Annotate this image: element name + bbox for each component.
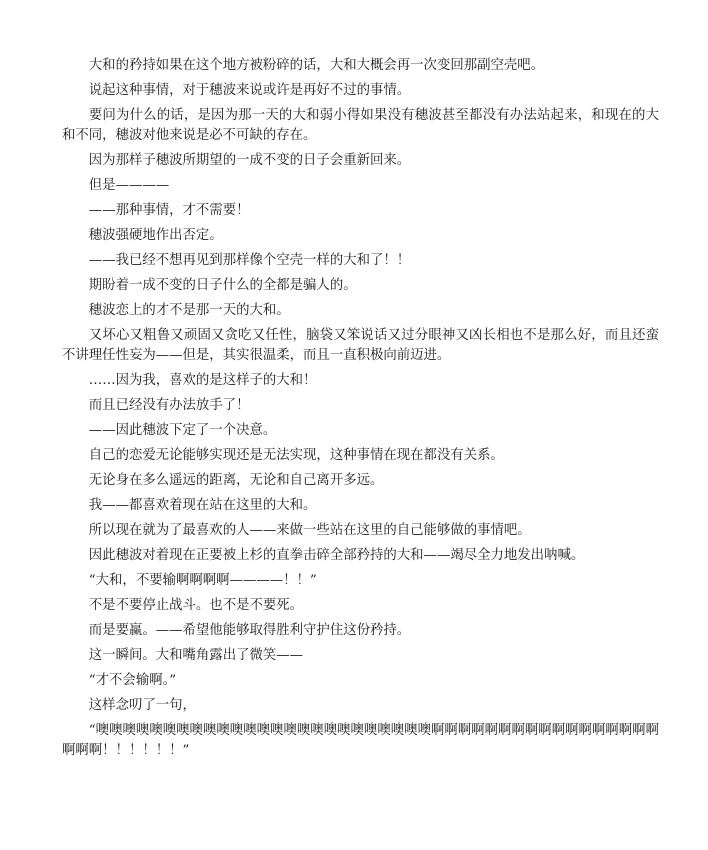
paragraph: “噢噢噢噢噢噢噢噢噢噢噢噢噢噢噢噢噢噢噢噢噢噢噢噢噢啊啊啊啊啊啊啊啊啊啊啊啊啊啊啊啊啊啊啊啊！！！！！！”: [62, 723, 659, 758]
document-body: [62, 56, 659, 766]
paragraph: 所以现在就为了最喜欢的人——来做一些站在这里的自己能够做的事情吧。: [88, 523, 531, 538]
paragraph: “大和，不要输啊啊啊啊————！！”: [88, 573, 317, 588]
paragraph: 而是要赢。——希望他能够取得胜利守护住这份矜持。: [88, 623, 411, 638]
paragraph: “才不会输啊。”: [88, 673, 177, 688]
paragraph: 但是————: [88, 178, 170, 193]
paragraph: 这样念叨了一句，: [88, 698, 196, 713]
paragraph: 又坏心又粗鲁又顽固又贪吃又任性，脑袋又笨说话又过分眼神又凶长相也不是那么好，而且还蛮不讲理任性妄为——但是，其实很温柔，而且一直积极向前迈进。: [62, 328, 659, 363]
paragraph: 自己的恋爱无论能够实现还是无法实现，这种事情在现在都没有关系。: [88, 448, 504, 463]
paragraph: 无论身在多么遥远的距离，无论和自己离开多远。: [88, 473, 384, 488]
paragraph: 这一瞬间。大和嘴角露出了微笑——: [88, 648, 304, 663]
paragraph: 不是不要停止战斗。也不是不要死。: [88, 598, 304, 613]
paragraph: 因为那样子穗波所期望的一成不变的日子会重新回来。: [88, 153, 411, 168]
paragraph: 期盼着一成不变的日子什么的全都是骗人的。: [88, 278, 357, 293]
paragraph: 穗波强硬地作出否定。: [88, 228, 223, 243]
paragraph: 大和的矜持如果在这个地方被粉碎的话，大和大概会再一次变回那副空壳吧。: [88, 58, 545, 73]
paragraph: 说起这种事情，对于穗波来说或许是再好不过的事情。: [88, 83, 411, 98]
paragraph: ——因此穗波下定了一个决意。: [88, 423, 277, 438]
paragraph: 穗波恋上的才不是那一天的大和。: [88, 303, 290, 318]
paragraph: 要问为什么的话，是因为那一天的大和弱小得如果没有穗波甚至都没有办法站起来，和现在的大和不同，穗波对他来说是必不可缺的存在。: [62, 108, 659, 143]
paragraph: ——那种事情，才不需要！: [88, 203, 250, 218]
paragraph: 而且已经没有办法放手了！: [88, 398, 250, 413]
paragraph: ……因为我，喜欢的是这样子的大和！: [88, 373, 317, 388]
paragraph: 我——都喜欢着现在站在这里的大和。: [88, 498, 317, 513]
paragraph: 因此穗波对着现在正要被上杉的直拳击碎全部矜持的大和——竭尽全力地发出呐喊。: [88, 548, 585, 563]
paragraph: ——我已经不想再见到那样像个空壳一样的大和了！！: [88, 253, 411, 268]
